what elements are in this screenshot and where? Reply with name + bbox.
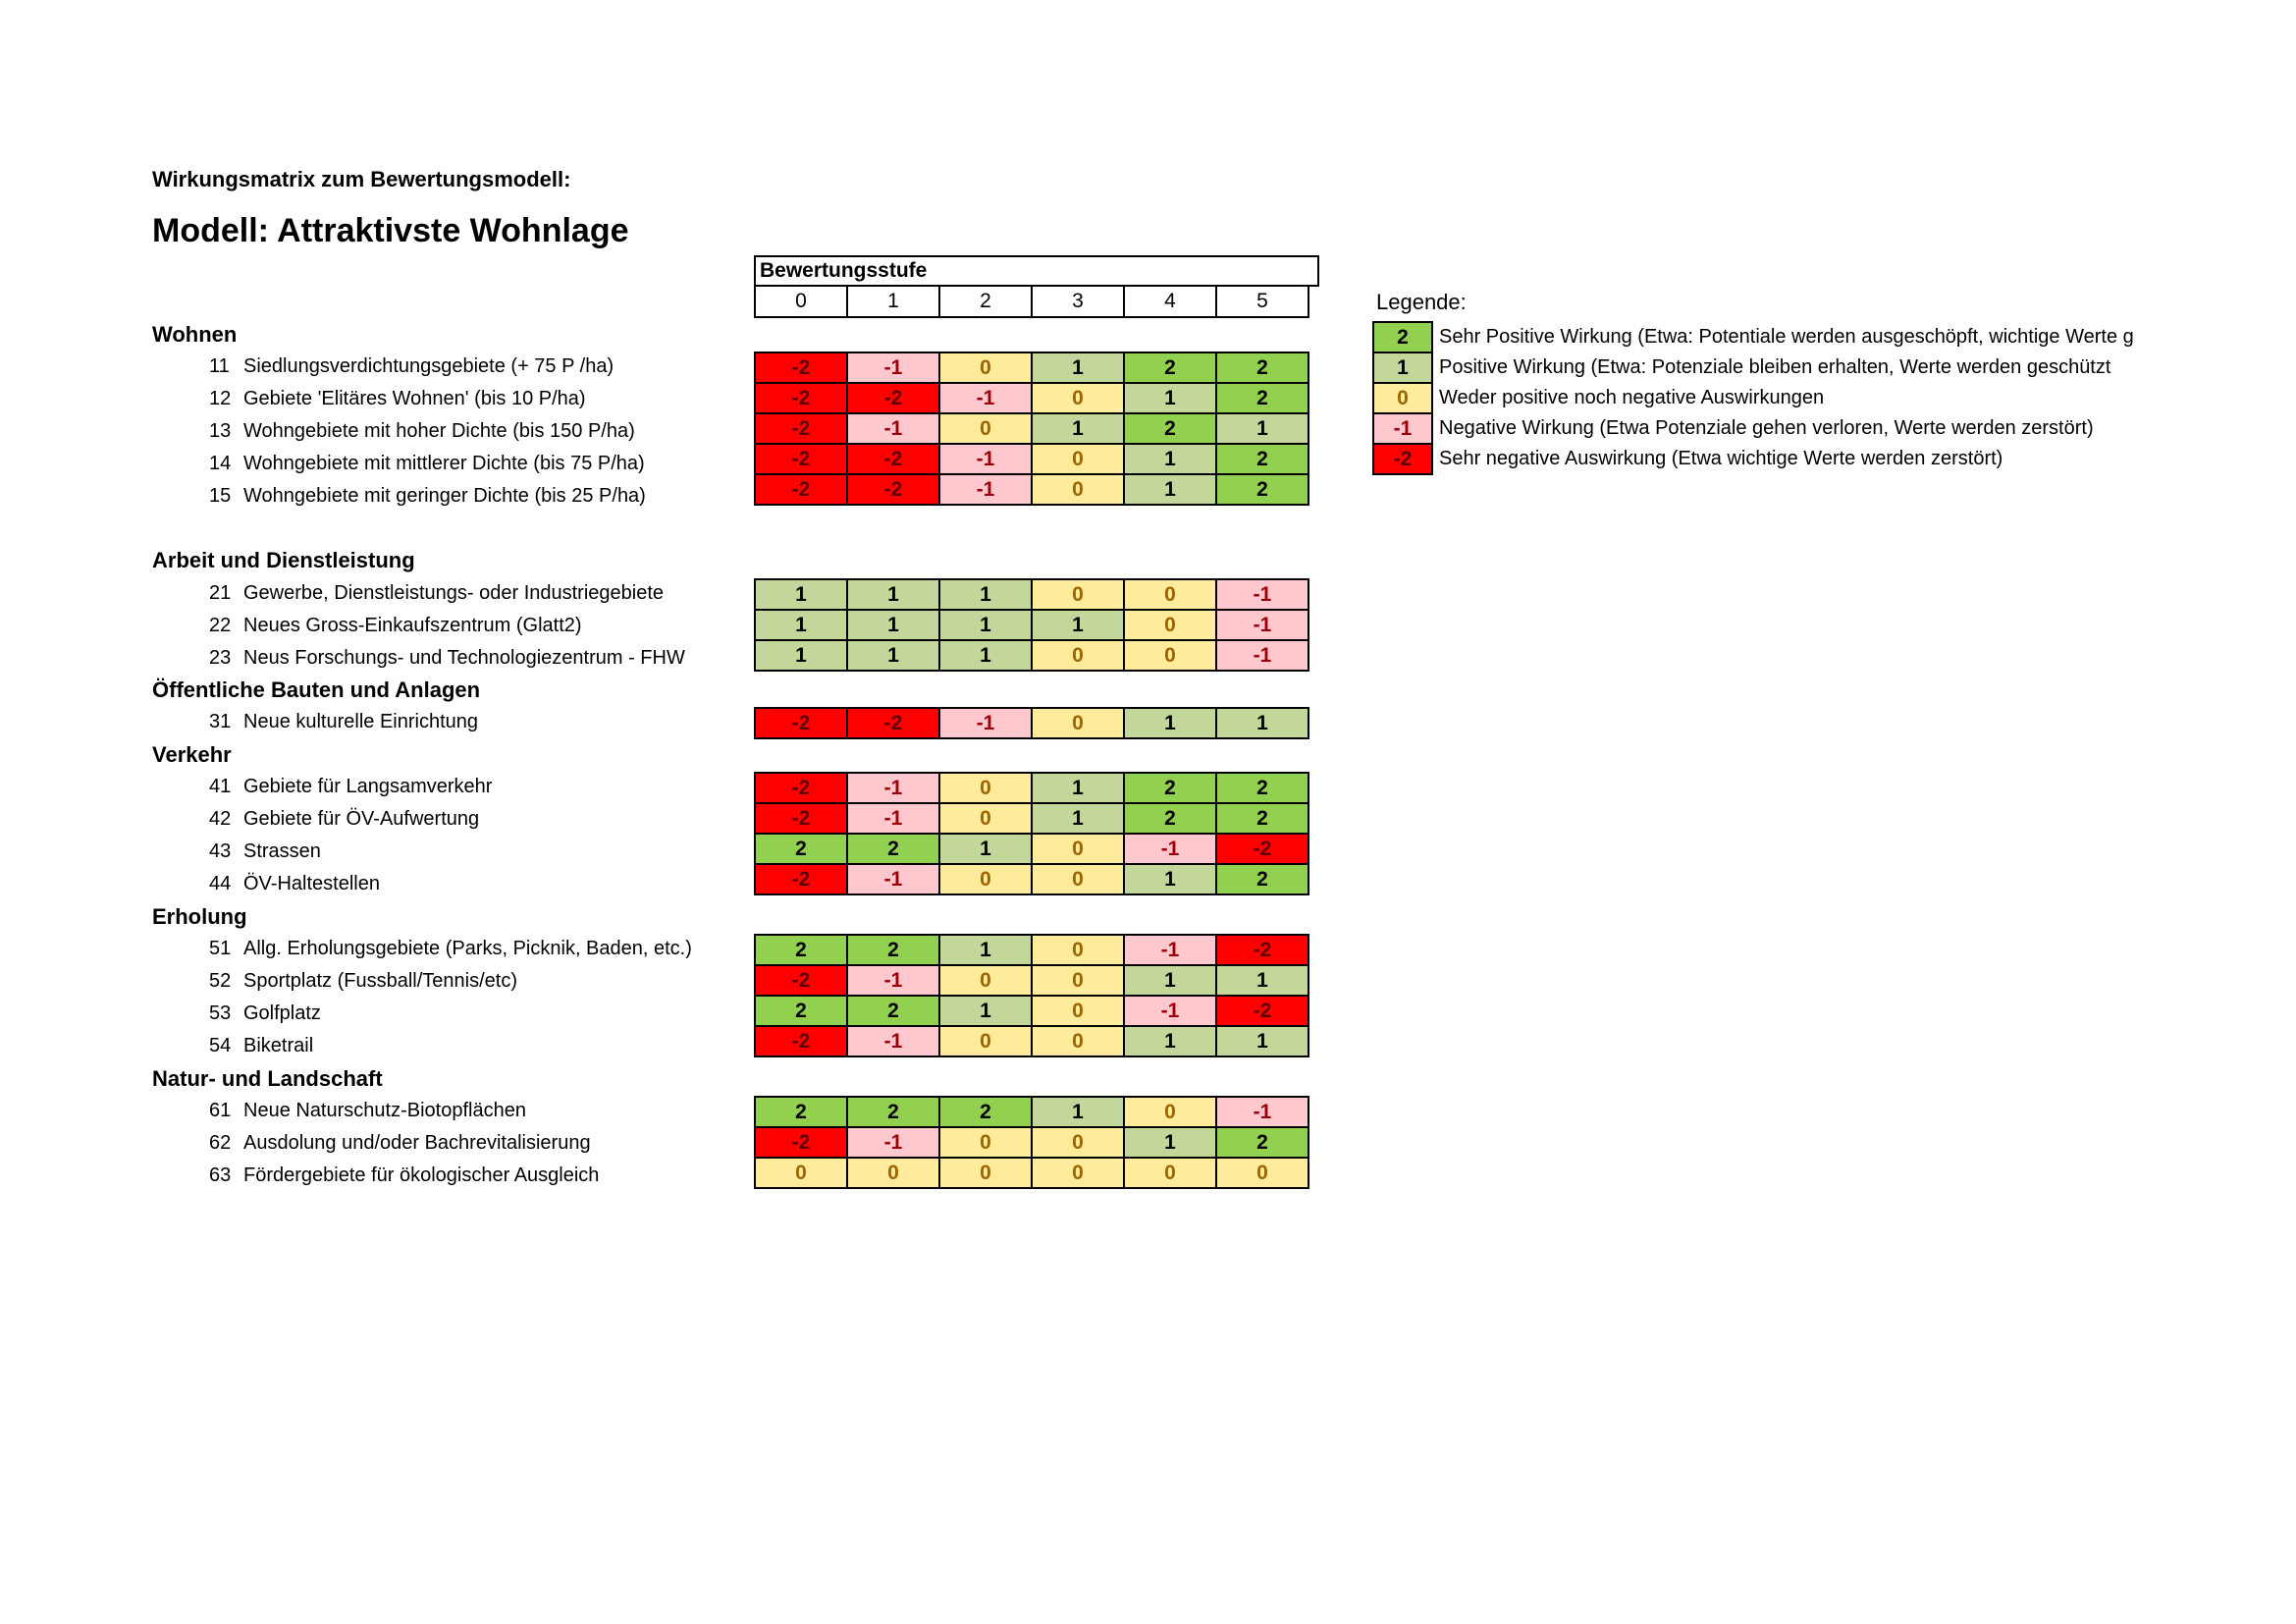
matrix-cell: 0: [1031, 995, 1125, 1027]
matrix-cell: 0: [938, 772, 1033, 804]
matrix-row: [754, 352, 1309, 384]
matrix-row: [754, 382, 1309, 414]
matrix-cell: -2: [754, 707, 848, 739]
legend-item: [1372, 412, 2094, 445]
row-label: [209, 808, 479, 831]
matrix-cell: -1: [1215, 578, 1309, 611]
row-number: 11: [209, 355, 230, 377]
matrix-cell: 1: [938, 578, 1033, 611]
row-number: 31: [209, 711, 232, 732]
matrix-cell: 2: [1215, 352, 1309, 384]
row-text: Neue kulturelle Einrichtung: [243, 711, 479, 732]
matrix-row: [754, 995, 1309, 1027]
matrix-cell: -2: [754, 1025, 848, 1057]
matrix-cell: 1: [1123, 382, 1217, 414]
matrix-cell: 0: [846, 1157, 940, 1189]
matrix-cell: -2: [754, 1126, 848, 1159]
matrix-cell: 2: [1215, 1126, 1309, 1159]
matrix-cell: 1: [1031, 802, 1125, 835]
matrix-cell: -1: [938, 473, 1033, 506]
row-label: [209, 485, 646, 508]
row-number: 51: [209, 938, 232, 959]
matrix-cell: 2: [754, 934, 848, 966]
matrix-row: [754, 802, 1309, 835]
row-label: [209, 388, 586, 410]
section-label: Wohnen: [152, 322, 238, 347]
matrix-cell: -1: [1215, 639, 1309, 672]
row-number: 15: [209, 485, 232, 507]
matrix-cell: -2: [754, 964, 848, 997]
legend-item: [1372, 321, 2134, 353]
matrix-cell: -2: [754, 772, 848, 804]
legend-text: Sehr Positive Wirkung (Etwa: Potentiale werden ausgeschöpft, wichtige Werte g: [1439, 326, 2134, 348]
matrix-cell: 0: [1123, 578, 1217, 611]
matrix-row: [754, 578, 1309, 611]
matrix-cell: 0: [1031, 1025, 1125, 1057]
row-number: 52: [209, 970, 232, 992]
legend-item: [1372, 352, 2110, 384]
matrix-cell: 1: [1123, 1025, 1217, 1057]
matrix-cell: 1: [754, 639, 848, 672]
row-text: Ausdolung und/oder Bachrevitalisierung: [243, 1132, 591, 1154]
matrix-cell: 2: [846, 934, 940, 966]
matrix-cell: -2: [1215, 934, 1309, 966]
matrix-cell: 1: [1031, 1096, 1125, 1128]
matrix-header: [754, 255, 1319, 318]
row-text: Neus Forschungs- und Technologiezentrum - FHW: [243, 647, 685, 669]
matrix-cell: 0: [1031, 443, 1125, 475]
matrix-row: [754, 1157, 1309, 1189]
row-number: 53: [209, 1002, 232, 1024]
header-col-4: 4: [1123, 287, 1217, 318]
matrix-cell: 1: [1031, 352, 1125, 384]
matrix-cell: -1: [846, 863, 940, 895]
matrix-cell: -2: [754, 473, 848, 506]
matrix-cell: 1: [938, 995, 1033, 1027]
matrix-cell: 0: [1031, 934, 1125, 966]
row-text: Gebiete für Langsamverkehr: [243, 776, 493, 797]
matrix-cell: 2: [1123, 802, 1217, 835]
row-label: [209, 355, 614, 378]
matrix-cell: -2: [754, 352, 848, 384]
row-text: Siedlungsverdichtungsgebiete (+ 75 P /ha): [243, 355, 614, 377]
legend-item: [1372, 443, 2002, 475]
matrix-row: [754, 707, 1309, 739]
matrix-cell: 2: [846, 1096, 940, 1128]
matrix-cell: 2: [846, 833, 940, 865]
matrix-cell: 0: [938, 802, 1033, 835]
row-label: [209, 1100, 526, 1122]
matrix-cell: -2: [754, 863, 848, 895]
row-label: [209, 615, 582, 637]
row-label: [209, 711, 478, 733]
section-label: Erholung: [152, 904, 247, 929]
matrix-cell: -2: [754, 382, 848, 414]
row-text: Strassen: [243, 840, 321, 862]
matrix-cell: 0: [938, 964, 1033, 997]
matrix-cell: 0: [1123, 1096, 1217, 1128]
matrix-row: [754, 964, 1309, 997]
matrix-cell: -1: [938, 382, 1033, 414]
matrix-cell: 2: [1215, 772, 1309, 804]
matrix-row: [754, 934, 1309, 966]
row-text: Sportplatz (Fussball/Tennis/etc): [243, 970, 518, 992]
matrix-cell: 2: [754, 1096, 848, 1128]
row-text: Neues Gross-Einkaufszentrum (Glatt2): [243, 615, 582, 636]
section-label: Verkehr: [152, 742, 232, 767]
header-col-3: 3: [1031, 287, 1125, 318]
matrix-cell: 1: [1031, 412, 1125, 445]
section-label: Natur- und Landschaft: [152, 1066, 383, 1091]
matrix-cell: 1: [754, 609, 848, 641]
row-text: Wohngebiete mit geringer Dichte (bis 25 P/ha): [243, 485, 646, 507]
matrix-cell: -1: [846, 352, 940, 384]
matrix-cell: -1: [938, 443, 1033, 475]
header-col-0: 0: [754, 287, 848, 318]
row-text: Golfplatz: [243, 1002, 321, 1024]
matrix-cell: -2: [846, 443, 940, 475]
row-label: [209, 970, 517, 993]
row-text: Wohngebiete mit mittlerer Dichte (bis 75 P/ha): [243, 453, 645, 474]
row-number: 13: [209, 420, 232, 442]
matrix-cell: -1: [1215, 609, 1309, 641]
matrix-cell: -1: [938, 707, 1033, 739]
row-text: Gebiete 'Elitäres Wohnen' (bis 10 P/ha): [243, 388, 586, 409]
matrix-cell: 0: [938, 412, 1033, 445]
row-text: Wohngebiete mit hoher Dichte (bis 150 P/ha): [243, 420, 635, 442]
legend-title: Legende:: [1376, 290, 1467, 314]
matrix-cell: 1: [1215, 964, 1309, 997]
header-bewertungsstufe: Bewertungsstufe: [754, 255, 1319, 287]
matrix-cell: 1: [1123, 1126, 1217, 1159]
matrix-row: [754, 412, 1309, 445]
legend-text: Positive Wirkung (Etwa: Potenziale bleiben erhalten, Werte werden geschützt: [1439, 356, 2111, 378]
matrix-cell: 1: [1123, 964, 1217, 997]
legend-swatch: 0: [1372, 382, 1433, 414]
row-text: Fördergebiete für ökologischer Ausgleich: [243, 1164, 600, 1186]
matrix-cell: 0: [1031, 863, 1125, 895]
matrix-cell: 0: [938, 1025, 1033, 1057]
matrix-cell: 0: [938, 1157, 1033, 1189]
header-col-1: 1: [846, 287, 940, 318]
row-number: 21: [209, 582, 232, 604]
row-label: [209, 1132, 591, 1155]
matrix-cell: 1: [1215, 707, 1309, 739]
matrix-cell: -1: [1123, 833, 1217, 865]
matrix-cell: 1: [1123, 707, 1217, 739]
row-label: [209, 582, 664, 605]
legend-swatch: 2: [1372, 321, 1433, 353]
row-label: [209, 1002, 321, 1025]
row-number: 61: [209, 1100, 232, 1121]
legend-swatch: -1: [1372, 412, 1433, 445]
matrix-cell: 0: [1031, 578, 1125, 611]
legend-item: [1372, 382, 1824, 414]
matrix-cell: 0: [1123, 639, 1217, 672]
matrix-cell: -2: [846, 382, 940, 414]
matrix-row: [754, 833, 1309, 865]
row-text: Gebiete für ÖV-Aufwertung: [243, 808, 480, 830]
row-number: 41: [209, 776, 232, 797]
matrix-cell: -1: [846, 802, 940, 835]
legend-text: Weder positive noch negative Auswirkungen: [1439, 387, 1825, 408]
row-text: ÖV-Haltestellen: [243, 873, 380, 894]
row-number: 63: [209, 1164, 232, 1186]
matrix-cell: -1: [846, 772, 940, 804]
legend-text: Sehr negative Auswirkung (Etwa wichtige Werte werden zerstört): [1439, 448, 2003, 469]
row-label: [209, 1164, 599, 1187]
matrix-cell: 0: [1031, 1157, 1125, 1189]
row-label: [209, 420, 635, 443]
matrix-cell: -1: [846, 1126, 940, 1159]
matrix-cell: 1: [1215, 412, 1309, 445]
row-number: 54: [209, 1035, 232, 1056]
row-number: 42: [209, 808, 232, 830]
matrix-cell: 0: [938, 352, 1033, 384]
matrix-cell: 2: [938, 1096, 1033, 1128]
matrix-cell: 2: [1215, 382, 1309, 414]
matrix-cell: 2: [754, 995, 848, 1027]
matrix-cell: 1: [1123, 863, 1217, 895]
row-text: Neue Naturschutz-Biotopflächen: [243, 1100, 526, 1121]
matrix-cell: -1: [1123, 934, 1217, 966]
row-number: 22: [209, 615, 232, 636]
row-number: 23: [209, 647, 232, 669]
matrix-row: [754, 609, 1309, 641]
matrix-cell: 2: [754, 833, 848, 865]
matrix-cell: -2: [754, 443, 848, 475]
matrix-cell: -2: [846, 473, 940, 506]
matrix-cell: -2: [846, 707, 940, 739]
matrix-cell: 0: [1031, 1126, 1125, 1159]
matrix-cell: 0: [1123, 609, 1217, 641]
matrix-cell: -1: [1123, 995, 1217, 1027]
legend-swatch: -2: [1372, 443, 1433, 475]
row-number: 43: [209, 840, 232, 862]
matrix-cell: 1: [1031, 609, 1125, 641]
matrix-cell: 0: [1215, 1157, 1309, 1189]
row-label: [209, 776, 492, 798]
row-label: [209, 1035, 313, 1057]
matrix-cell: 1: [846, 578, 940, 611]
matrix-row: [754, 1025, 1309, 1057]
row-number: 14: [209, 453, 232, 474]
matrix-cell: 0: [754, 1157, 848, 1189]
matrix-cell: 2: [1215, 443, 1309, 475]
matrix-row: [754, 639, 1309, 672]
row-label: [209, 840, 321, 863]
matrix-cell: 0: [1031, 382, 1125, 414]
matrix-cell: -1: [1215, 1096, 1309, 1128]
matrix-cell: 2: [1215, 863, 1309, 895]
matrix-cell: -2: [754, 802, 848, 835]
document-title: Modell: Attraktivste Wohnlage: [152, 212, 629, 249]
row-text: Allg. Erholungsgebiete (Parks, Picknik, Baden, etc.): [243, 938, 692, 959]
matrix-cell: 1: [1123, 473, 1217, 506]
matrix-cell: 1: [1215, 1025, 1309, 1057]
matrix-cell: 0: [1031, 473, 1125, 506]
row-number: 12: [209, 388, 232, 409]
matrix-cell: 2: [1123, 772, 1217, 804]
matrix-row: [754, 863, 1309, 895]
document-subtitle: Wirkungsmatrix zum Bewertungsmodell:: [152, 167, 571, 191]
section-label: Öffentliche Bauten und Anlagen: [152, 677, 481, 702]
matrix-cell: -2: [1215, 995, 1309, 1027]
matrix-row: [754, 1096, 1309, 1128]
matrix-cell: 1: [938, 609, 1033, 641]
row-number: 44: [209, 873, 232, 894]
header-columns: [754, 287, 1319, 318]
matrix-cell: 1: [1031, 772, 1125, 804]
matrix-row: [754, 443, 1309, 475]
header-col-2: 2: [938, 287, 1033, 318]
row-number: 62: [209, 1132, 232, 1154]
section-label: Arbeit und Dienstleistung: [152, 548, 415, 572]
matrix-row: [754, 1126, 1309, 1159]
row-text: Gewerbe, Dienstleistungs- oder Industriegebiete: [243, 582, 665, 604]
matrix-cell: 1: [754, 578, 848, 611]
matrix-cell: 1: [846, 609, 940, 641]
matrix-cell: 0: [938, 1126, 1033, 1159]
matrix-cell: 0: [1031, 639, 1125, 672]
matrix-cell: -1: [846, 412, 940, 445]
header-col-5: 5: [1215, 287, 1309, 318]
matrix-cell: 0: [1031, 964, 1125, 997]
matrix-cell: -2: [754, 412, 848, 445]
matrix-cell: 2: [846, 995, 940, 1027]
matrix-cell: 2: [1215, 473, 1309, 506]
matrix-row: [754, 473, 1309, 506]
row-label: [209, 453, 645, 475]
matrix-cell: 2: [1215, 802, 1309, 835]
legend-swatch: 1: [1372, 352, 1433, 384]
matrix-cell: 2: [1123, 352, 1217, 384]
matrix-cell: 1: [1123, 443, 1217, 475]
matrix-cell: 1: [846, 639, 940, 672]
matrix-cell: 0: [938, 863, 1033, 895]
matrix-cell: 0: [1123, 1157, 1217, 1189]
matrix-cell: 0: [1031, 707, 1125, 739]
row-text: Biketrail: [243, 1035, 314, 1056]
matrix-cell: 1: [938, 639, 1033, 672]
legend-text: Negative Wirkung (Etwa Potenziale gehen verloren, Werte werden zerstört): [1439, 417, 2094, 439]
matrix-cell: 0: [1031, 833, 1125, 865]
matrix-cell: -2: [1215, 833, 1309, 865]
matrix-row: [754, 772, 1309, 804]
row-label: [209, 873, 380, 895]
matrix-cell: -1: [846, 964, 940, 997]
row-label: [209, 647, 685, 670]
matrix-cell: 1: [938, 934, 1033, 966]
row-label: [209, 938, 692, 960]
matrix-cell: 1: [938, 833, 1033, 865]
matrix-cell: -1: [846, 1025, 940, 1057]
matrix-cell: 2: [1123, 412, 1217, 445]
